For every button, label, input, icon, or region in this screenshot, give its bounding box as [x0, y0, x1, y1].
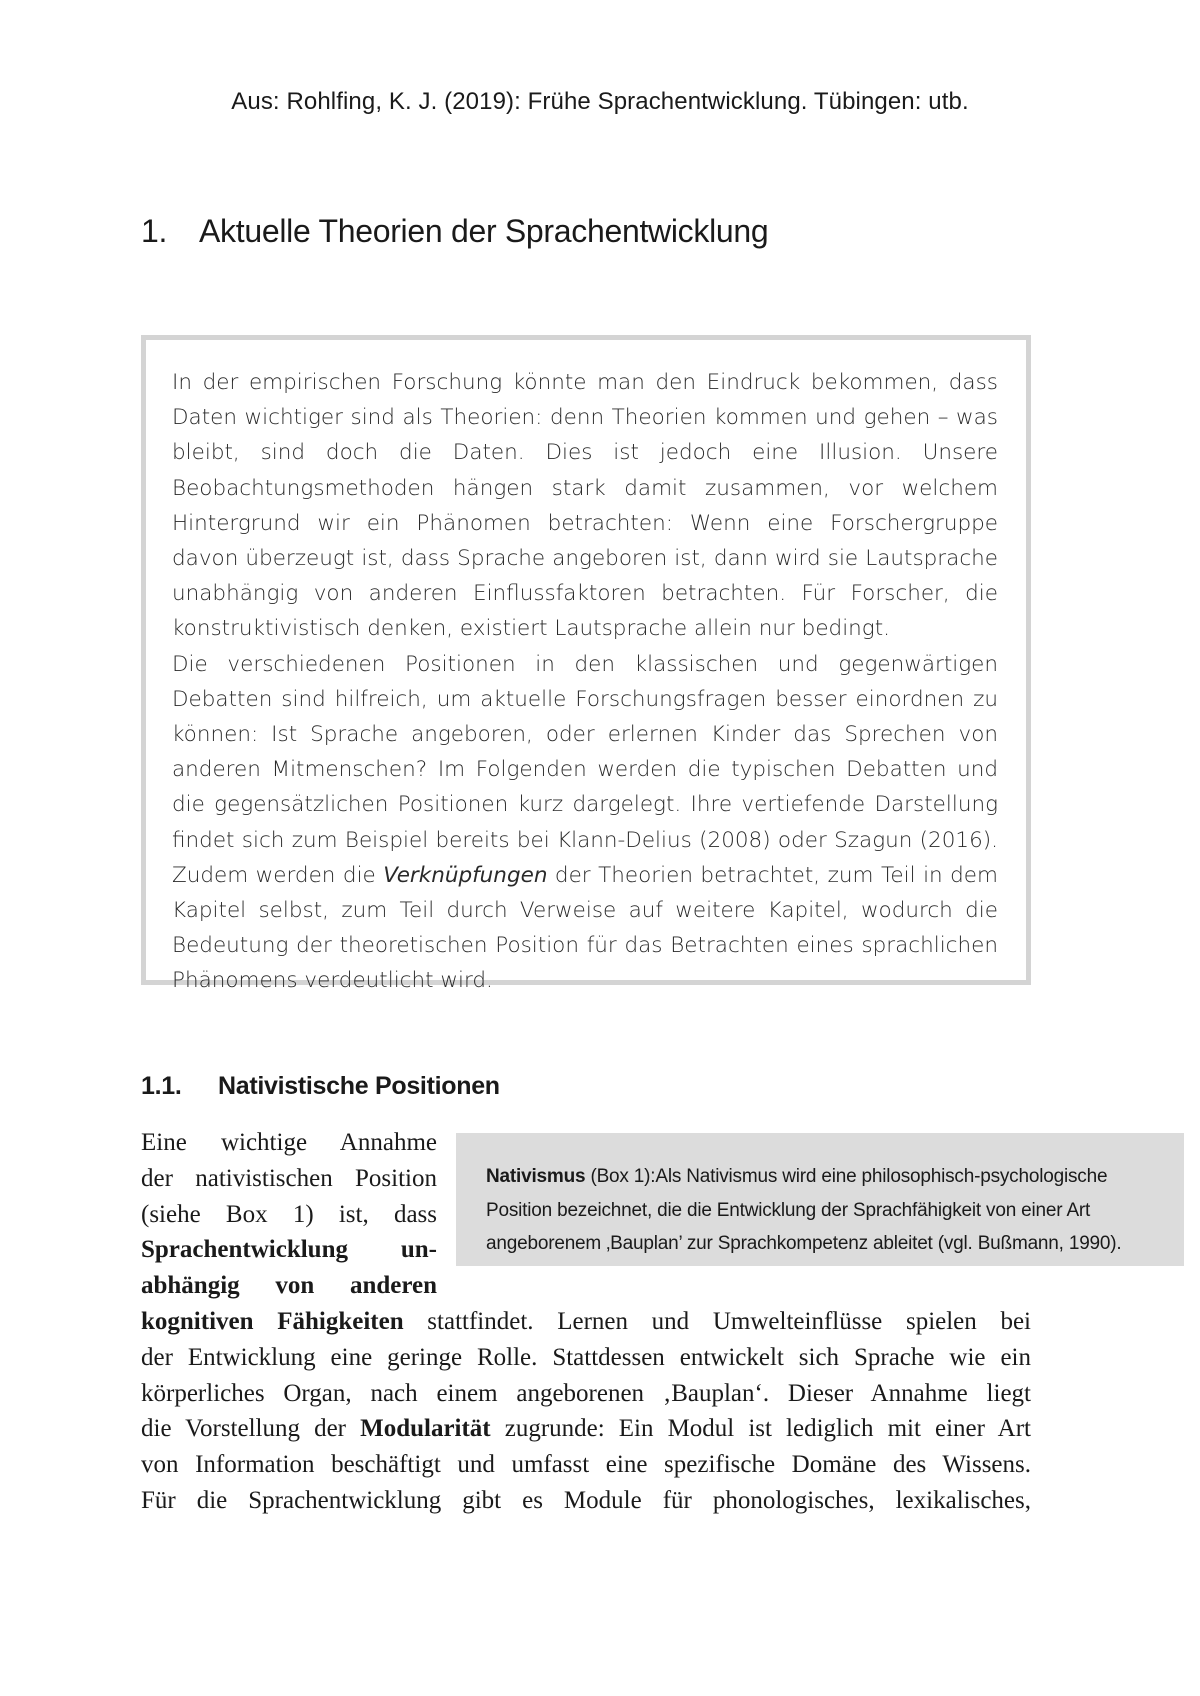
body-line: kognitiven Fähigkeiten stattfindet. Lernen und Umwelteinflüsse spielen bei — [141, 1308, 1031, 1335]
body-line: (siehe Box 1) ist, dass — [141, 1200, 437, 1228]
body-line: körperliches Organ, nach einem angeborenen ‚Bauplan‘. Dieser Annahme liegt — [141, 1379, 1031, 1407]
body-line: der nativistischen Position — [141, 1164, 437, 1192]
intro-paragraph-2-emphasis: Verknüpfungen — [383, 862, 548, 888]
body-line — [141, 1268, 437, 1304]
body-emphasis: Modularität — [360, 1415, 491, 1443]
section-heading — [141, 1072, 500, 1101]
body-text-wide — [141, 1304, 1031, 1519]
section-title: Nativistische Positionen — [218, 1072, 500, 1100]
body-line: der Entwicklung eine geringe Rolle. Stattdessen entwickelt sich Sprache wie ein — [141, 1343, 1031, 1371]
chapter-title: Aktuelle Theorien der Sprachentwicklung — [199, 213, 769, 249]
source-citation: Aus: Rohlfing, K. J. (2019): Frühe Sprachentwicklung. Tübingen: utb. — [231, 88, 969, 115]
body-text-narrow — [141, 1125, 437, 1304]
body-emphasis: Sprachentwicklung un- — [141, 1236, 437, 1264]
intro-paragraph-1: In der empirischen Forschung könnte man den Eindruck bekommen, dass Daten wichtiger sind als Theorien: denn Theorien kommen und gehen – was bleibt, sind doch die Daten. Dies ist jedoch eine Illusion. Unsere Beobachtungsmethoden hängen stark damit zusammen, vor welchem Hintergrund wir ein Phänomen betrachten: Wenn eine Forschergruppe davon überzeugt ist, dass Sprache angeboren ist, dann wird sie Lautsprache unabhängig von anderen Einflussfaktoren betrachten. Für Forscher, die konstruktivistisch denken, existiert Lautsprache allein nur bedingt. — [172, 370, 998, 642]
intro-box-text — [172, 365, 998, 999]
definition-text — [486, 1160, 1166, 1261]
chapter-number: 1. — [141, 213, 168, 249]
section-number: 1.1. — [141, 1072, 182, 1100]
intro-paragraph-2-part-2: der Theorien betrachtet, zum Teil in dem Kapitel selbst, zum Teil durch Verweise auf weitere Kapitel, wodurch die Bedeutung der theoretischen Position für das Betrachten eines sprachlichen Phänomens verdeutlicht wird. — [172, 862, 998, 994]
definition-term: Nativismus — [486, 1166, 586, 1187]
body-line — [141, 1232, 437, 1268]
body-line: die Vorstellung der Modularität zugrunde: Ein Modul ist lediglich mit einer Art — [141, 1415, 1031, 1443]
intro-paragraph-2-part-1: Die verschiedenen Positionen in den klassischen und gegenwärtigen Debatten sind hilfreich, um aktuelle Forschungsfragen besser einordnen zu können: Ist Sprache angeboren, oder erlernen Kinder das Sprechen von anderen Mitmenschen? Im Folgenden werden die typischen Debatten und die gegensätzlichen Positionen kurz dargelegt. Ihre vertiefende Darstellung findet sich zum Beispiel bereits bei Klann-Delius (2008) oder Szagun (2016). Zudem werden die — [172, 651, 998, 888]
definition-label: (Box 1): — [585, 1166, 656, 1187]
definition-body: Als Nativismus wird eine philosophisch-psychologische Position bezeichnet, die die Entwicklung der Sprachfähigkeit von einer Art angeborenem ‚Bauplan’ zur Sprachkompetenz ableitet (vgl. Bußmann, 1990). — [486, 1166, 1122, 1254]
body-line: Für die Sprachentwicklung gibt es Module für phonologisches, lexikalisches, — [141, 1486, 1031, 1514]
body-line: Eine wichtige Annahme — [141, 1129, 437, 1156]
intro-paragraph-2 — [172, 647, 998, 999]
body-line: von Information beschäftigt und umfasst eine spezifische Domäne des Wissens. — [141, 1451, 1031, 1479]
chapter-heading — [141, 213, 768, 250]
body-emphasis: abhängig von anderen — [141, 1272, 437, 1300]
body-emphasis: kognitiven Fähigkeiten — [141, 1308, 404, 1335]
